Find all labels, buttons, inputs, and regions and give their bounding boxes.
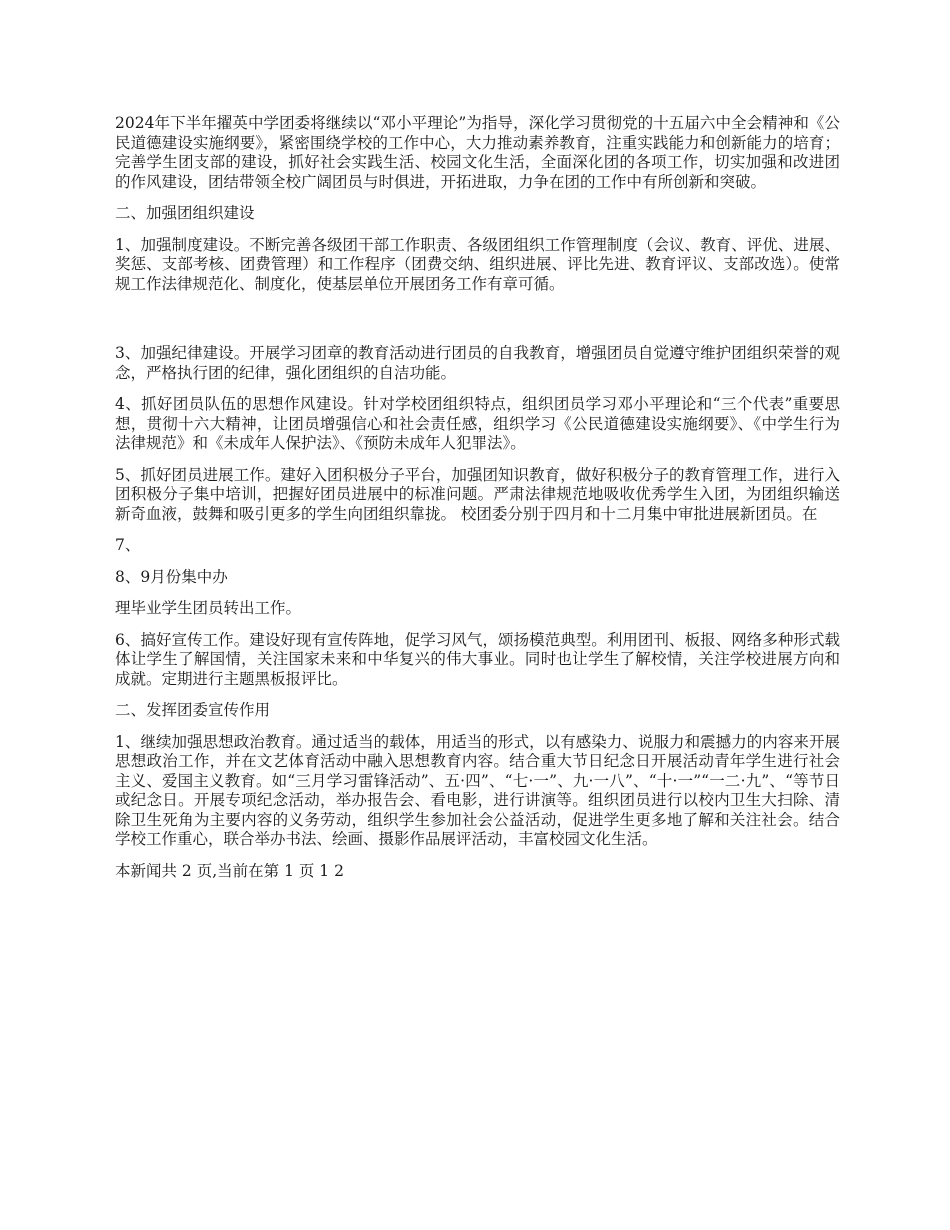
paragraph-political-education: 1、继续加强思想政治教育。通过适当的载体，用适当的形式，以有感染力、说服力和震撼力的内容来开展思想政治工作，并在文艺体育活动中融入思想教育内容。结合重大节日纪念日开展活动青年学生进行社会主义、爱国主义教育。如“三月学习雷锋活动”、五·四”、“七·一”、九·一八”、“十·一”“一二·九”、“等节日或纪念日。开展专项纪念活动，举办报告会、看电影，进行讲演等。组织团员进行以校内卫生大扫除、清除卫生死角为主要内容的义务劳动，组织学生参加社会公益活动，促进学生更多地了解和关注社会。结合学校工作重心，联合举办书法、绘画、摄影作品展评活动，丰富校园文化生活。 xyxy=(115,732,840,848)
paragraph-publicity-work: 6、搞好宣传工作。建设好现有宣传阵地，促学习风气，颂扬模范典型。利用团刊、板报、网络多种形式载体让学生了解国情，关注国家未来和中华复兴的伟大事业。同时也让学生了解校情，关注学校进展方向和成就。定期进行主题黑板报评比。 xyxy=(115,630,840,688)
section-heading-organization: 二、加强团组织建设 xyxy=(115,204,255,222)
paragraph-discipline-building: 3、加强纪律建设。开展学习团章的教育活动进行团员的自我教育，增强团员自觉遵守维护团组织荣誉的观念，严格执行团的纪律，强化团组织的自洁功能。 xyxy=(115,344,840,382)
paragraph-institution-building: 1、加强制度建设。不断完善各级团干部工作职责、各级团组织工作管理制度（会议、教育、评优、进展、奖惩、支部考核、团费管理）和工作程序（团费交纳、组织进展、评比先进、教育评议、支部改选）。使常规工作法律规范化、制度化，使基层单位开展团务工作有章可循。 xyxy=(115,235,840,293)
intro-paragraph: 2024年下半年擢英中学团委将继续以“邓小平理论”为指导，深化学习贯彻党的十五届六中全会精神和《公民道德建设实施纲要》，紧密围绕学校的工作中心，大力推动素养教育，注重实践能力和创新能力的培育；完善学生团支部的建设，抓好社会实践生活、校园文化生活，全面深化团的各项工作，切实加强和改进团的作风建设，团结带领全校广阔团员与时俱进，开拓进取，力争在团的工作中有所创新和突破。 xyxy=(115,114,840,191)
pagination-footer: 本新闻共 2 页,当前在第 1 页 1 2 xyxy=(115,861,344,880)
paragraph-item-7: 7、 xyxy=(115,536,141,554)
document-body xyxy=(115,114,840,893)
paragraph-graduate-transfer: 理毕业学生团员转出工作。 xyxy=(115,599,302,617)
paragraph-member-development: 5、抓好团员进展工作。建好入团积极分子平台，加强团知识教育，做好积极分子的教育管理工作，进行入团积极分子集中培训，把握好团员进展中的标准问题。严肃法律规范地吸收优秀学生入团，为团组织输送新奇血液，鼓舞和吸引更多的学生向团组织靠拢。 校团委分别于四月和十二月集中审批进展新团员。在 xyxy=(115,465,840,523)
section-heading-publicity: 二、发挥团委宣传作用 xyxy=(115,701,271,719)
paragraph-ideological-style: 4、抓好团员队伍的思想作风建设。针对学校团组织特点，组织团员学习邓小平理论和“三个代表”重要思想，贯彻十六大精神，让团员增强信心和社会责任感，组织学习《公民道德建设实施纲要》、《中学生行为法律规范》和《未成年人保护法》、《预防未成年人犯罪法》。 xyxy=(115,395,840,452)
paragraph-item-8: 8、9月份集中办 xyxy=(115,567,228,586)
